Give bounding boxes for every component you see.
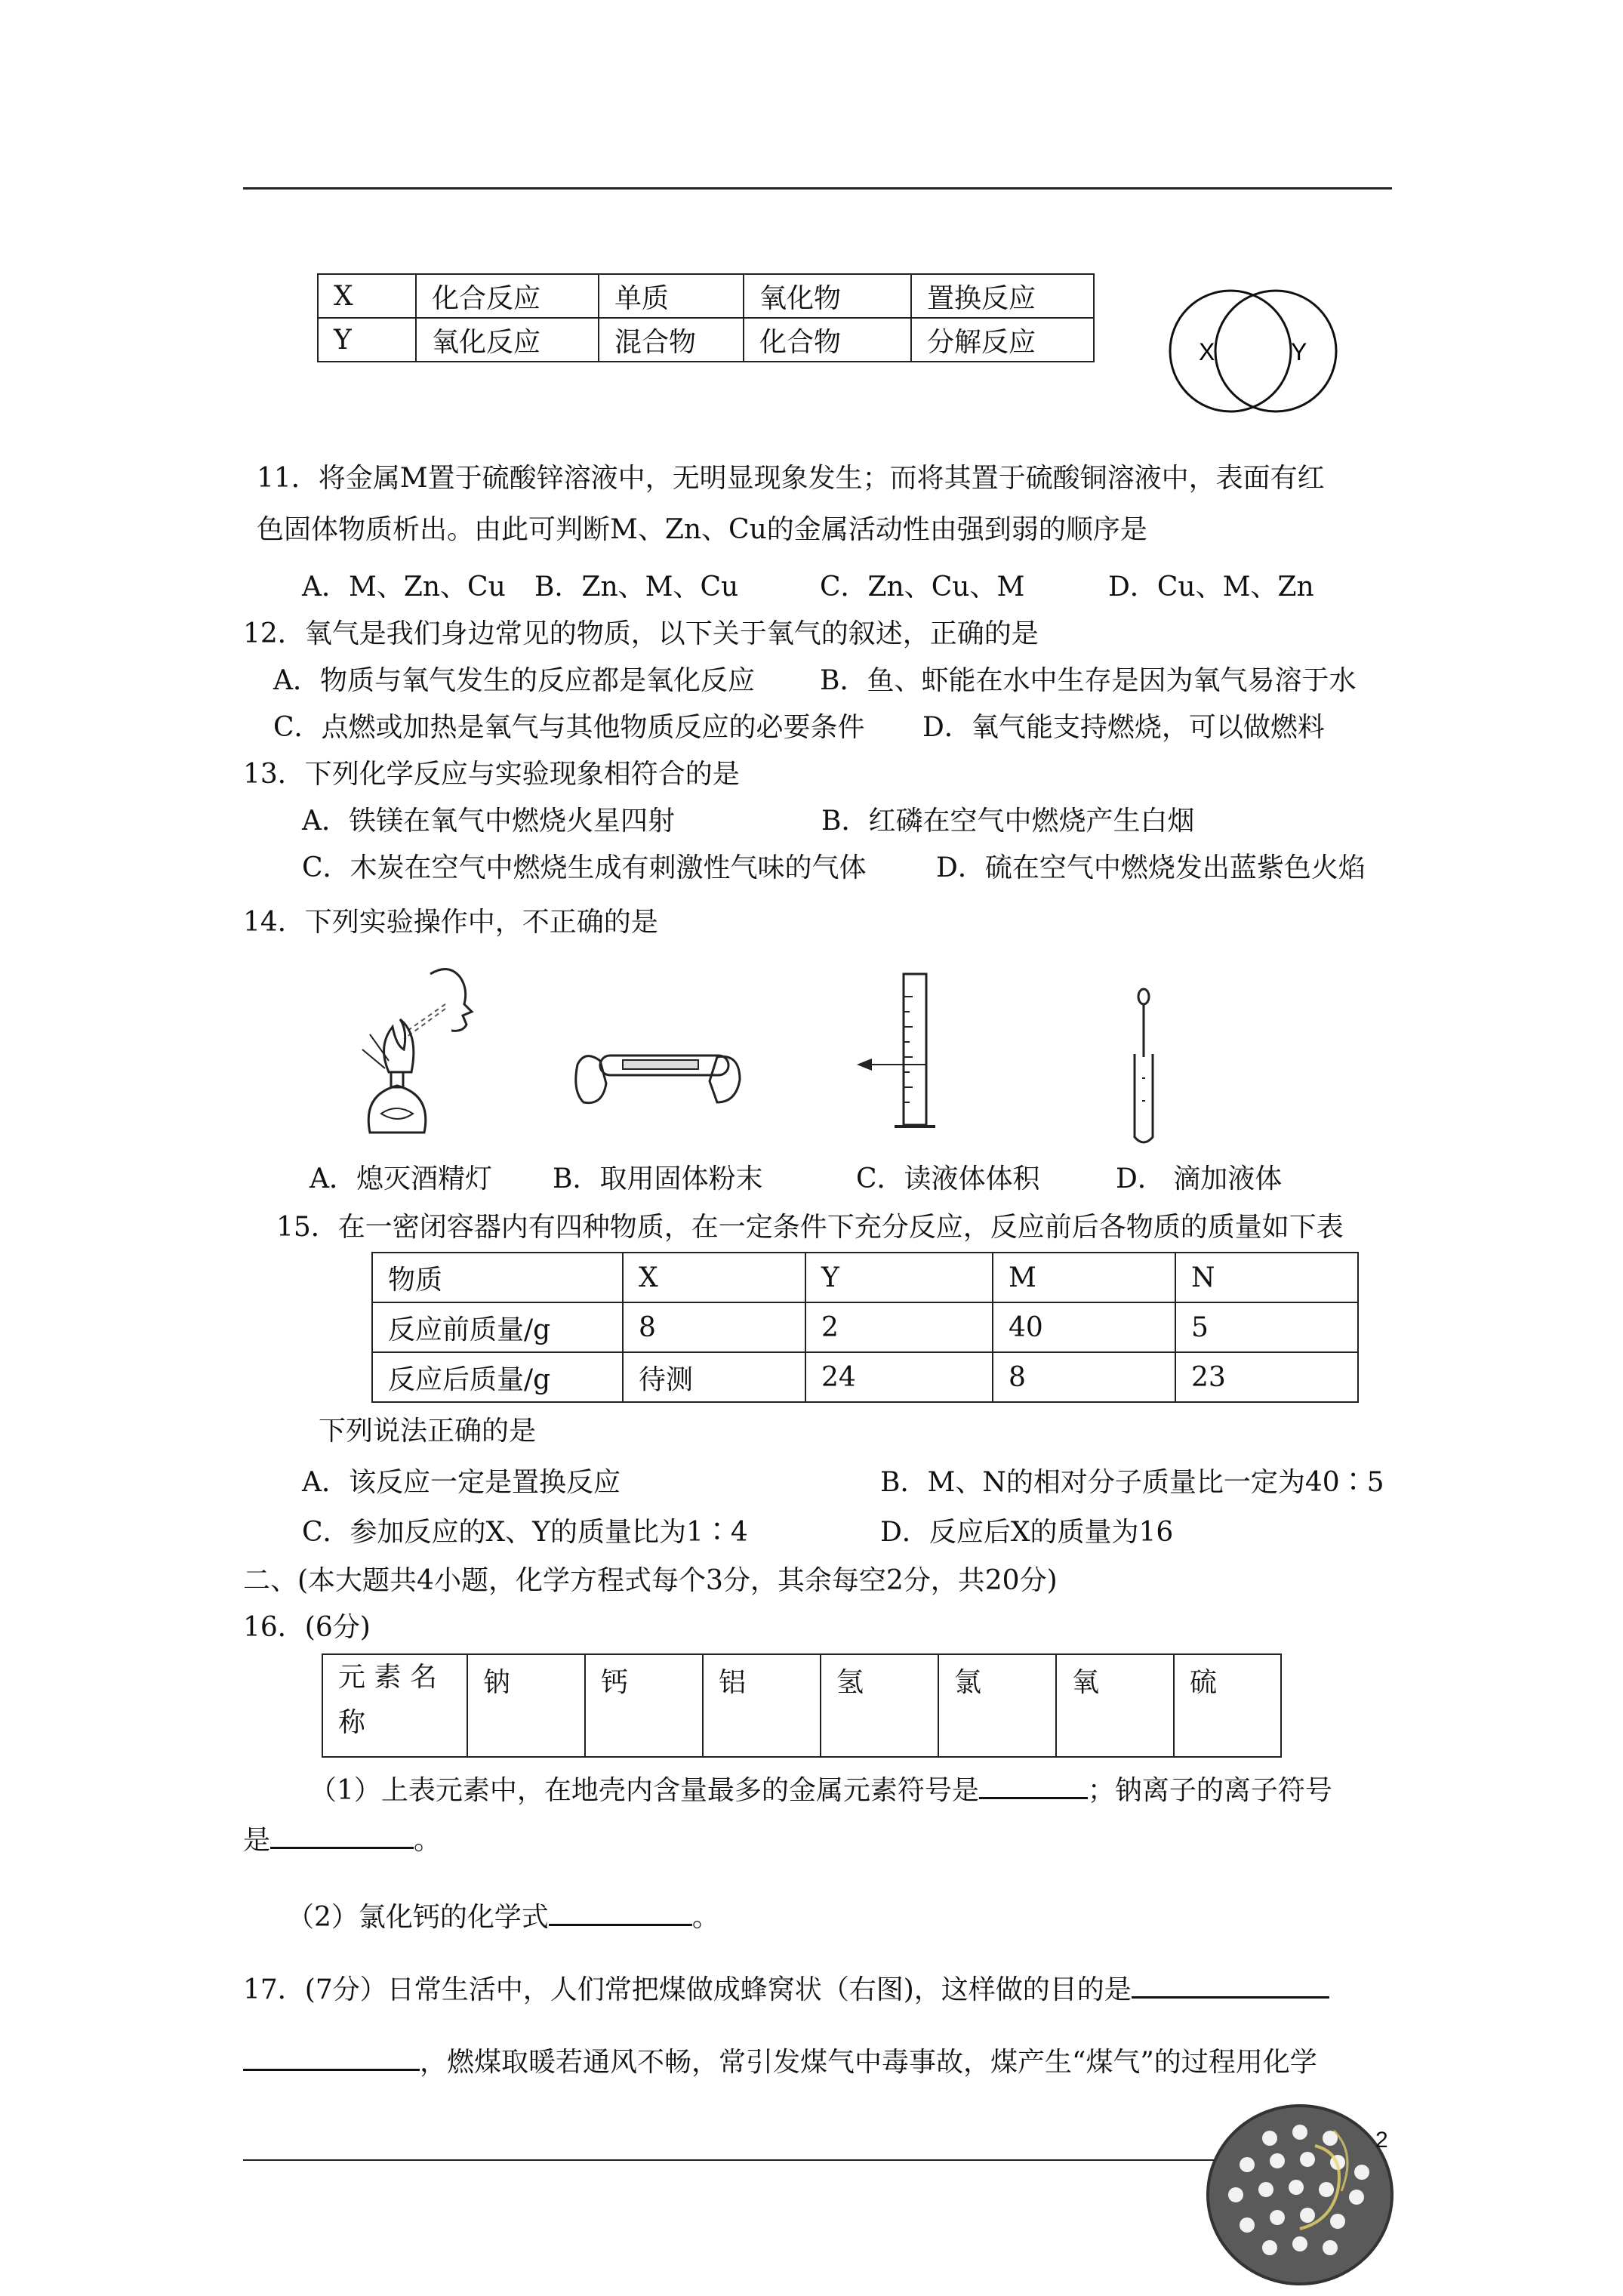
q16-title: 16．(6分) (243, 1612, 371, 1643)
q16-part2-text-b: 。 (691, 1902, 719, 1933)
q17-text-2: ，燃煤取暖若通风不畅，常引发煤气中毒事故，煤产生“煤气”的过程用化学 (420, 2047, 1317, 2078)
table-row (318, 318, 1094, 362)
table-cell: 物质 (372, 1253, 623, 1302)
answer-blank[interactable] (979, 1771, 1088, 1799)
q11-line1: 11．将金属M置于硫酸锌溶液中，无明显现象发生；而将其置于硫酸铜溶液中，表面有红 (257, 463, 1325, 494)
graduated-cylinder-illustration (842, 966, 955, 1140)
test-tube-illustration (570, 1034, 751, 1125)
q15-option-a: A．该反应一定是置换反应 (302, 1467, 621, 1498)
dropper-illustration (1121, 988, 1166, 1146)
table-row (372, 1253, 1358, 1302)
answer-blank[interactable] (1132, 1971, 1329, 1999)
table-cell: 混合物 (599, 318, 744, 362)
venn-label-y: Y (1291, 338, 1307, 365)
footer-rule (243, 2159, 1224, 2161)
section-2-heading: 二、(本大题共4小题，化学方程式每个3分，其余每空2分，共20分) (243, 1565, 1058, 1596)
answer-blank[interactable] (243, 2043, 420, 2071)
alcohol-lamp-illustration (340, 959, 491, 1140)
table-cell: 反应前质量/g (372, 1302, 623, 1352)
table-row (372, 1302, 1358, 1352)
table-cell: 8 (623, 1302, 805, 1352)
q12-option-c: C．点燃或加热是氧气与其他物质反应的必要条件 (273, 712, 865, 743)
table-cell: 氧化物 (744, 274, 911, 318)
q11-option-d: D．Cu、M、Zn (1108, 572, 1314, 603)
q17-text-1: 17．(7分）日常生活中，人们常把煤做成蜂窝状（右图)，这样做的目的是 (243, 1974, 1132, 2005)
q14-caption-d: D． 滴加液体 (1116, 1163, 1283, 1194)
q16-part1-text-a: （1）上表元素中，在地壳内含量最多的金属元素符号是 (310, 1775, 979, 1806)
q12-option-d: D．氧气能支持燃烧，可以做燃料 (922, 712, 1325, 743)
answer-blank[interactable] (549, 1898, 692, 1926)
table-row (318, 274, 1094, 318)
table-cell (322, 1654, 467, 1757)
table-row (322, 1654, 1281, 1757)
q15-option-b: B．M、N的相对分子质量比一定为40∶5 (880, 1467, 1384, 1498)
table-cell: 氧化反应 (416, 318, 599, 362)
q12-stem: 12．氧气是我们身边常见的物质，以下关于氧气的叙述，正确的是 (243, 618, 1039, 649)
q11-option-a: A．M、Zn、Cu (302, 572, 506, 603)
q12-option-b: B．鱼、虾能在水中生存是因为氧气易溶于水 (820, 665, 1357, 696)
table-cell: 铝 (703, 1654, 821, 1757)
q15-sub: 下列说法正确的是 (319, 1416, 537, 1447)
q15-table (371, 1252, 1359, 1403)
q13-option-c: C．木炭在空气中燃烧生成有刺激性气味的气体 (302, 852, 867, 883)
table-cell: Y (805, 1253, 993, 1302)
q13-stem: 13．下列化学反应与实验现象相符合的是 (243, 759, 740, 790)
page-number: 2 (1375, 2128, 1388, 2153)
q11-option-c: C．Zn、Cu、M (820, 572, 1025, 603)
header-rule (243, 187, 1392, 190)
q13-option-b: B．红磷在空气中燃烧产生白烟 (821, 806, 1195, 837)
table-cell: 分解反应 (911, 318, 1094, 362)
table-cell: 钠 (467, 1654, 585, 1757)
q17-line1 (243, 1971, 1329, 2007)
q16-part1-text-c: 是 (243, 1825, 271, 1856)
table-cell: 24 (805, 1352, 993, 1402)
table-cell: 置换反应 (911, 274, 1094, 318)
table-cell: 待测 (623, 1352, 805, 1402)
q15-option-c: C．参加反应的X、Y的质量比为1∶4 (302, 1517, 748, 1548)
q16-part1-line1 (310, 1771, 1332, 1808)
table-cell: 5 (1175, 1302, 1358, 1352)
table-header-line1: 元 素 名 (338, 1662, 437, 1693)
q14-caption-a: A．熄灭酒精灯 (310, 1163, 492, 1194)
q11-option-b: B．Zn、M、Cu (534, 572, 739, 603)
answer-blank[interactable] (270, 1821, 414, 1849)
q16-part1-line2 (243, 1821, 441, 1857)
q17-line2 (243, 2043, 1317, 2079)
q10-table (317, 273, 1095, 362)
table-cell: 40 (993, 1302, 1175, 1352)
venn-label-x: X (1199, 338, 1215, 365)
table-cell: 氧 (1056, 1654, 1174, 1757)
table-cell: 23 (1175, 1352, 1358, 1402)
table-cell: 硫 (1174, 1654, 1281, 1757)
q15-option-d: D．反应后X的质量为16 (880, 1517, 1174, 1548)
venn-diagram (1155, 287, 1351, 415)
honeycomb-coal-image (1202, 2100, 1398, 2289)
q15-stem: 15．在一密闭容器内有四种物质，在一定条件下充分反应，反应前后各物质的质量如下表 (276, 1212, 1344, 1243)
table-cell: 氢 (821, 1654, 938, 1757)
q12-option-a: A．物质与氧气发生的反应都是氧化反应 (273, 665, 755, 696)
table-cell: 化合物 (744, 318, 911, 362)
q14-caption-c: C．读液体体积 (856, 1163, 1040, 1194)
table-cell: 钙 (585, 1654, 703, 1757)
table-cell: X (318, 274, 416, 318)
q13-option-d: D．硫在空气中燃烧发出蓝紫色火焰 (936, 852, 1366, 883)
table-cell: 2 (805, 1302, 993, 1352)
q16-part1-text-b: ；钠离子的离子符号 (1087, 1775, 1332, 1806)
table-cell: 单质 (599, 274, 744, 318)
table-row (372, 1352, 1358, 1402)
q11-line2: 色固体物质析出。由此可判断M、Zn、Cu的金属活动性由强到弱的顺序是 (257, 514, 1147, 545)
q16-element-table (322, 1653, 1282, 1758)
table-cell: 8 (993, 1352, 1175, 1402)
q16-part2 (287, 1898, 719, 1934)
table-cell: Y (318, 318, 416, 362)
table-cell: M (993, 1253, 1175, 1302)
table-header-line2: 称 (338, 1707, 366, 1738)
q14-stem: 14．下列实验操作中，不正确的是 (243, 907, 658, 938)
table-cell: N (1175, 1253, 1358, 1302)
q13-option-a: A．铁镁在氧气中燃烧火星四射 (302, 806, 675, 837)
table-cell: 反应后质量/g (372, 1352, 623, 1402)
table-cell: 化合反应 (416, 274, 599, 318)
table-cell: X (623, 1253, 805, 1302)
q16-part2-text-a: （2）氯化钙的化学式 (287, 1902, 549, 1933)
table-cell: 氯 (938, 1654, 1056, 1757)
q16-part1-text-d: 。 (414, 1825, 442, 1856)
q14-caption-b: B．取用固体粉末 (553, 1163, 763, 1194)
